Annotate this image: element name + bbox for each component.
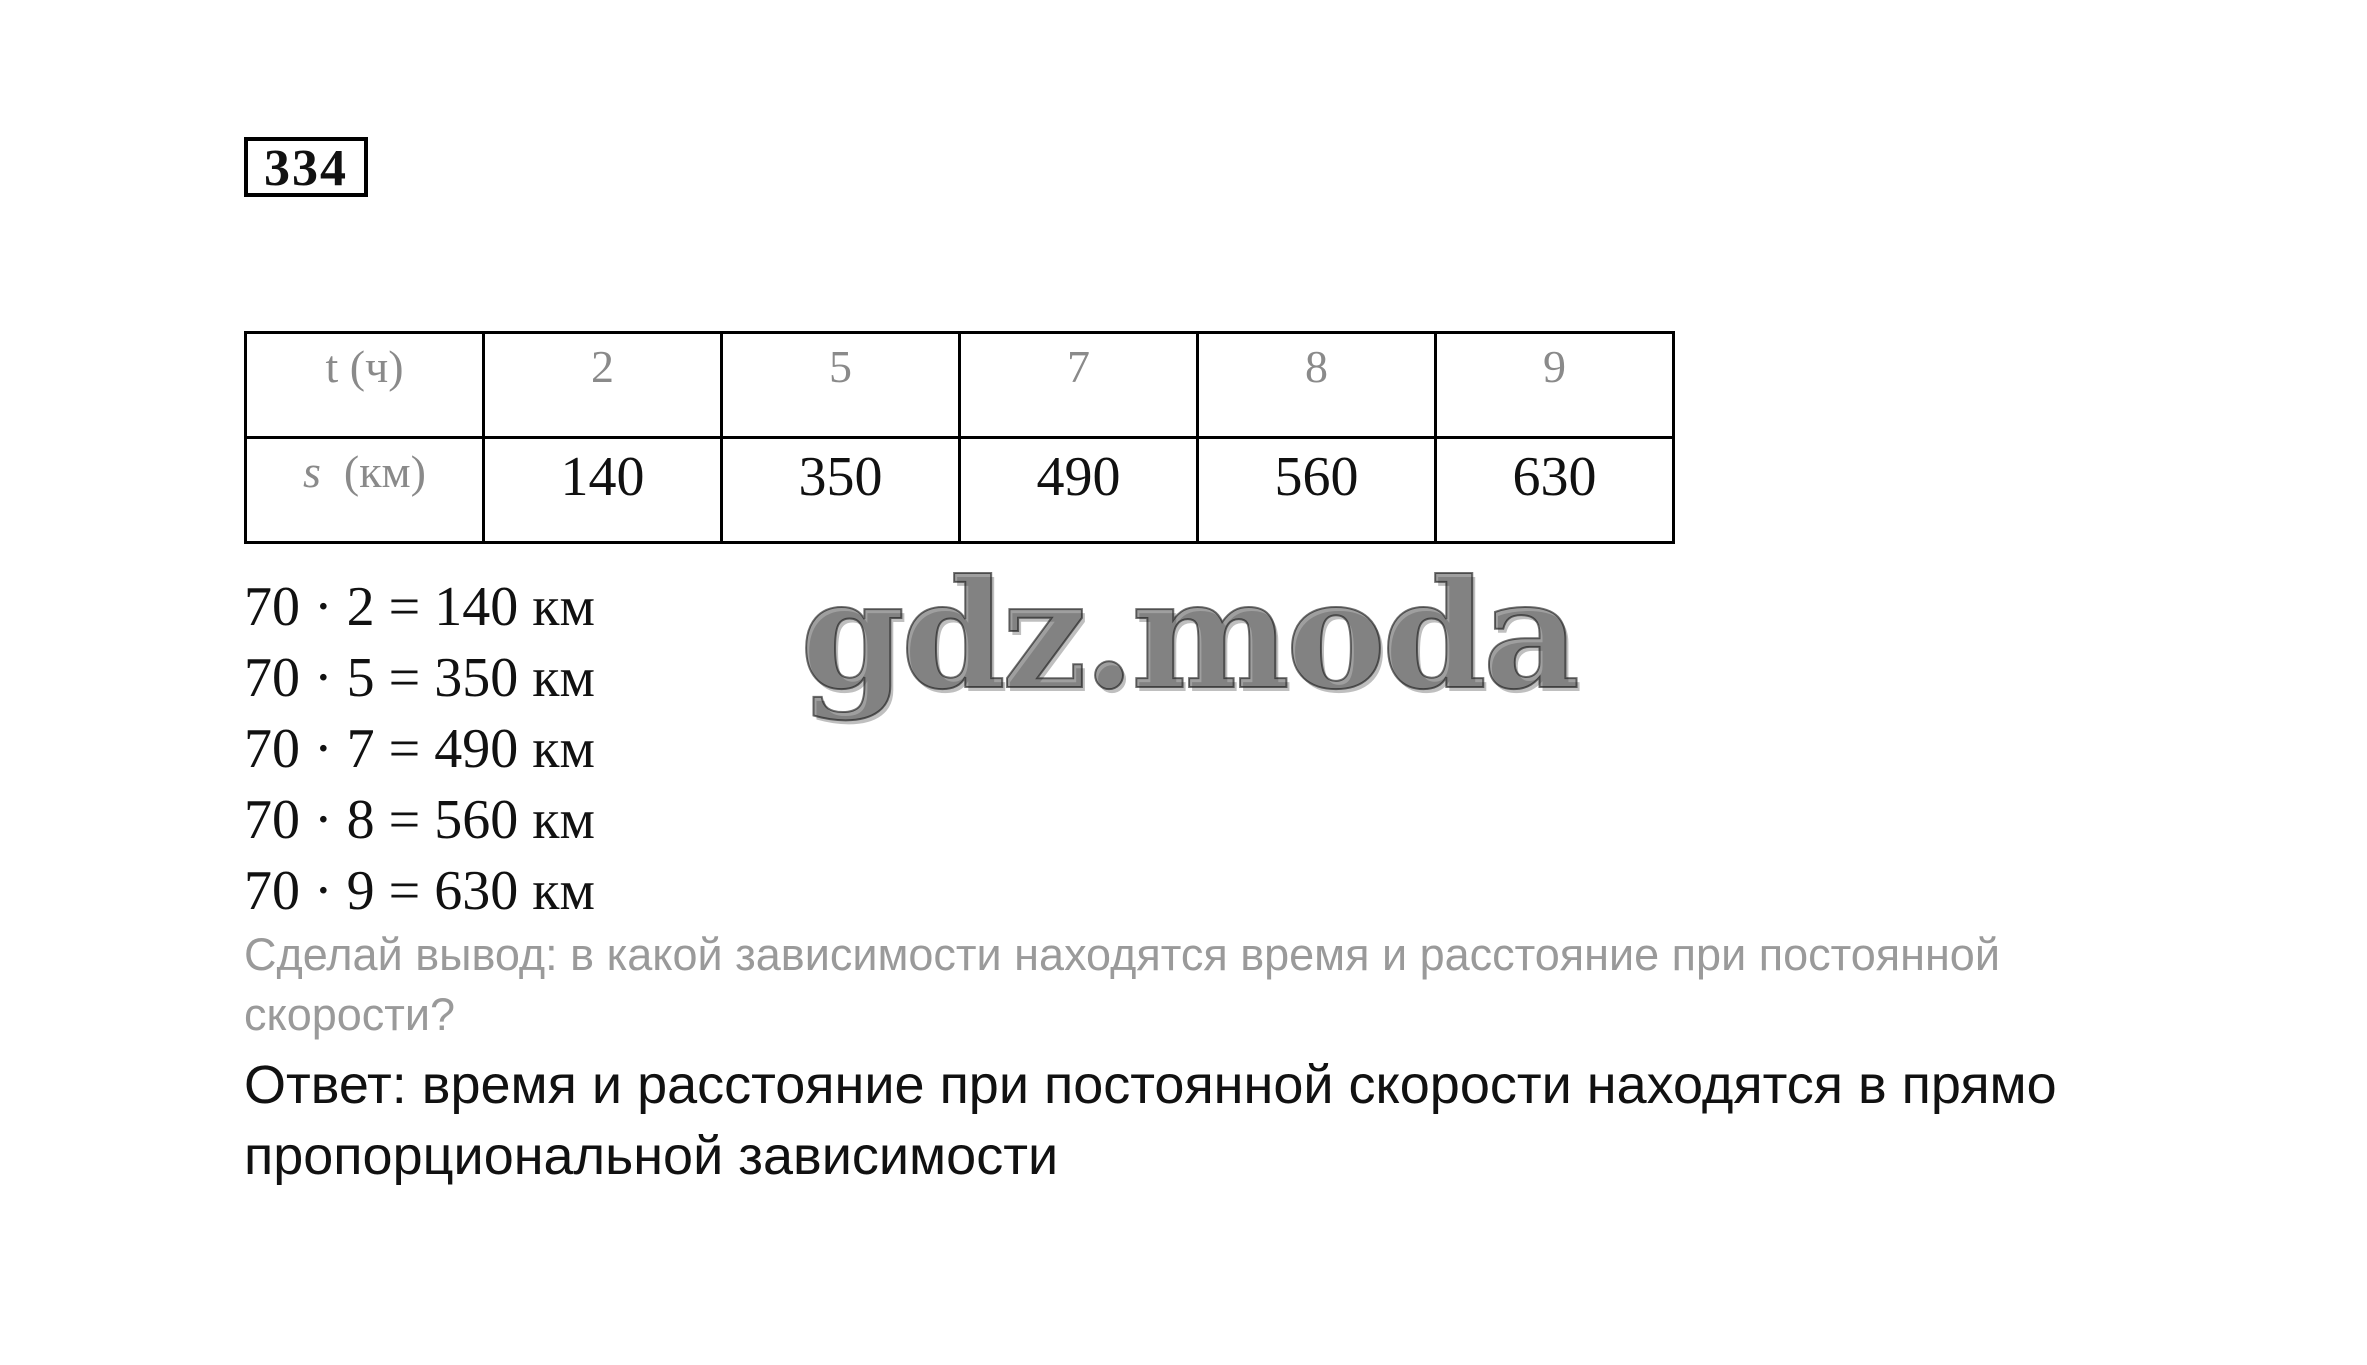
table-row-distance <box>246 438 1674 543</box>
table-cell-time: 2 <box>484 333 722 438</box>
table-row-time <box>246 333 1674 438</box>
calculation-line: 70 · 5 = 350 км <box>244 647 595 709</box>
table-cell-time: 5 <box>722 333 960 438</box>
calculation-line: 70 · 8 = 560 км <box>244 789 595 851</box>
table-cell-distance: 560 <box>1198 438 1436 543</box>
calculation-line: 70 · 7 = 490 км <box>244 718 595 780</box>
problem-number-box: 334 <box>244 137 368 197</box>
table-cell-time: 8 <box>1198 333 1436 438</box>
table-cell-time-label: t (ч) <box>246 333 484 438</box>
answer-text <box>244 1050 2144 1192</box>
calculation-line: 70 · 2 = 140 км <box>244 576 595 638</box>
answer-line: пропорциональной зависимости <box>244 1126 1059 1186</box>
question-text <box>244 925 2144 1045</box>
watermark-logo: gdz.moda <box>800 547 1577 723</box>
table-cell-time: 7 <box>960 333 1198 438</box>
distance-unit: (км) <box>343 446 426 497</box>
table-cell-time: 9 <box>1436 333 1674 438</box>
calculation-line: 70 · 9 = 630 км <box>244 860 595 922</box>
table-cell-distance: 630 <box>1436 438 1674 543</box>
question-line: Сделай вывод: в какой зависимости находятся время и расстояние при постоянной <box>244 929 2000 980</box>
table-cell-distance-label <box>246 438 484 543</box>
table-cell-distance: 350 <box>722 438 960 543</box>
table-cell-distance: 140 <box>484 438 722 543</box>
calculations-list <box>244 572 595 927</box>
distance-variable: s <box>302 446 321 497</box>
table-cell-distance: 490 <box>960 438 1198 543</box>
answer-line: Ответ: время и расстояние при постоянной скорости находятся в прямо <box>244 1055 2057 1115</box>
time-distance-table <box>244 331 1675 544</box>
question-line: скорости? <box>244 989 456 1040</box>
